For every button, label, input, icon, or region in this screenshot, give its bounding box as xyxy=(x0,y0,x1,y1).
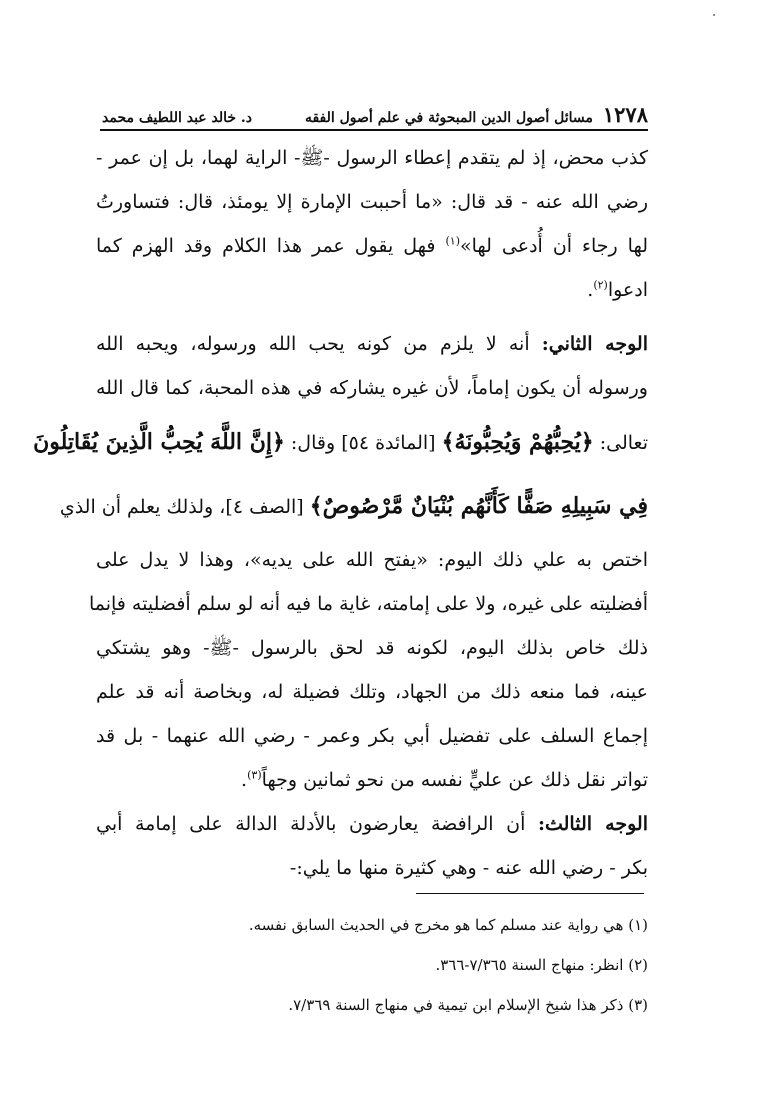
section-heading: الوجه الثاني: xyxy=(541,333,648,355)
header-rule xyxy=(100,129,648,131)
text-line: إجماع السلف على تفضيل أبي بكر وعمر - رضي الله عنهما - بل قد xyxy=(96,725,648,747)
footnote-separator xyxy=(416,893,644,894)
page-number: ١٢٧٨ xyxy=(602,102,648,127)
text-line: ورسوله أن يكون إماماً، لأن غيره يشاركه في هذه المحبة، كما قال الله xyxy=(96,377,648,399)
text-line: اختص به علي ذلك اليوم: «يفتح الله على يديه»، وهذا لا يدل على xyxy=(96,549,648,571)
text-line: الوجه الثالث: أن الرافضة يعارضون بالأدلة الدالة على إمامة أبي xyxy=(96,813,648,835)
quran-verse: فِي سَبِيلِهِ صَفًّا كَأَنَّهُم بُنْيَانٌ مَّرْصُوصٌ﴾ xyxy=(309,493,648,519)
text-line: تواتر نقل ذلك عن عليٍّ نفسه من نحو ثمانين وجهاً$^{(٣)}$. xyxy=(241,768,648,791)
text-line: أفضليته على غيره، ولا على إمامته، غاية ما فيه أنه لو سلم أفضليته فإنما xyxy=(88,593,648,615)
footnote: (١) هي رواية عند مسلم كما هو مخرج في الحديث السابق نفسه. xyxy=(248,916,648,934)
text-line: رضي الله عنه - قد قال: «ما أحببت الإمارة إلا يومئذ، قال: فتساورتُ xyxy=(96,191,648,213)
text-line: لها رجاء أن أُدعى لها»$^{(١)}$ فهل يقول عمر هذا الكلام وقد الهزم كما xyxy=(96,234,648,257)
footnote: (٣) ذكر هذا شيخ الإسلام ابن تيمية في منهاج السنة ٧/٣٦٩. xyxy=(288,996,648,1014)
text-line: بكر - رضي الله عنه - وهي كثيرة منها ما يلي:- xyxy=(289,857,648,879)
scan-speck xyxy=(713,14,715,16)
footnote-ref: (٣) xyxy=(247,768,262,782)
quran-verse: ﴿إِنَّ اللَّهَ يُحِبُّ الَّذِينَ يُقَاتِلُونَ xyxy=(33,429,285,455)
text-line: كذب محض، إذ لم يتقدم إعطاء الرسول -ﷺ- الراية لهما، بل إن عمر - xyxy=(96,147,648,169)
footnote: (٢) انظر: منهاج السنة ٧/٣٦٥-٣٦٦. xyxy=(435,956,648,974)
running-header xyxy=(100,96,648,126)
quran-verse: ﴿يُحِبُّهُمْ وَيُحِبُّونَهُ﴾ xyxy=(441,429,594,455)
author-name: د. خالد عبد اللطيف محمد xyxy=(102,110,253,126)
text-line: تعالى: ﴿يُحِبُّهُمْ وَيُحِبُّونَهُ﴾ [المائدة ٥٤] وقال: ﴿إِنَّ اللَّهَ يُحِبُّ الَّذِينَ يُقَاتِلُونَ xyxy=(33,429,648,455)
text-line: فِي سَبِيلِهِ صَفًّا كَأَنَّهُم بُنْيَانٌ مَّرْصُوصٌ﴾ [الصف ٤]، ولذلك يعلم أن الذي xyxy=(59,493,648,519)
text-line: الوجه الثاني: أنه لا يلزم من كونه يحب الله ورسوله، ويحبه الله xyxy=(96,333,648,355)
book-title: مسائل أصول الدين المبحوثة في علم أصول الفقه xyxy=(304,110,593,126)
footnote-ref: (١) xyxy=(445,234,460,248)
main-text xyxy=(33,136,648,890)
text-line: ادعوا$^{(٢)}$. xyxy=(587,278,648,301)
footnote-ref: (٢) xyxy=(593,278,608,292)
text-line: عينه، فما منعه ذلك من الجهاد، وتلك فضيلة له، وبخاصة أنه قد علم xyxy=(96,681,648,703)
section-heading: الوجه الثالث: xyxy=(537,813,648,835)
text-line: ذلك خاص بذلك اليوم، لكونه قد لحق بالرسول -ﷺ- وهو يشتكي xyxy=(96,637,648,659)
footnotes xyxy=(200,905,648,1025)
